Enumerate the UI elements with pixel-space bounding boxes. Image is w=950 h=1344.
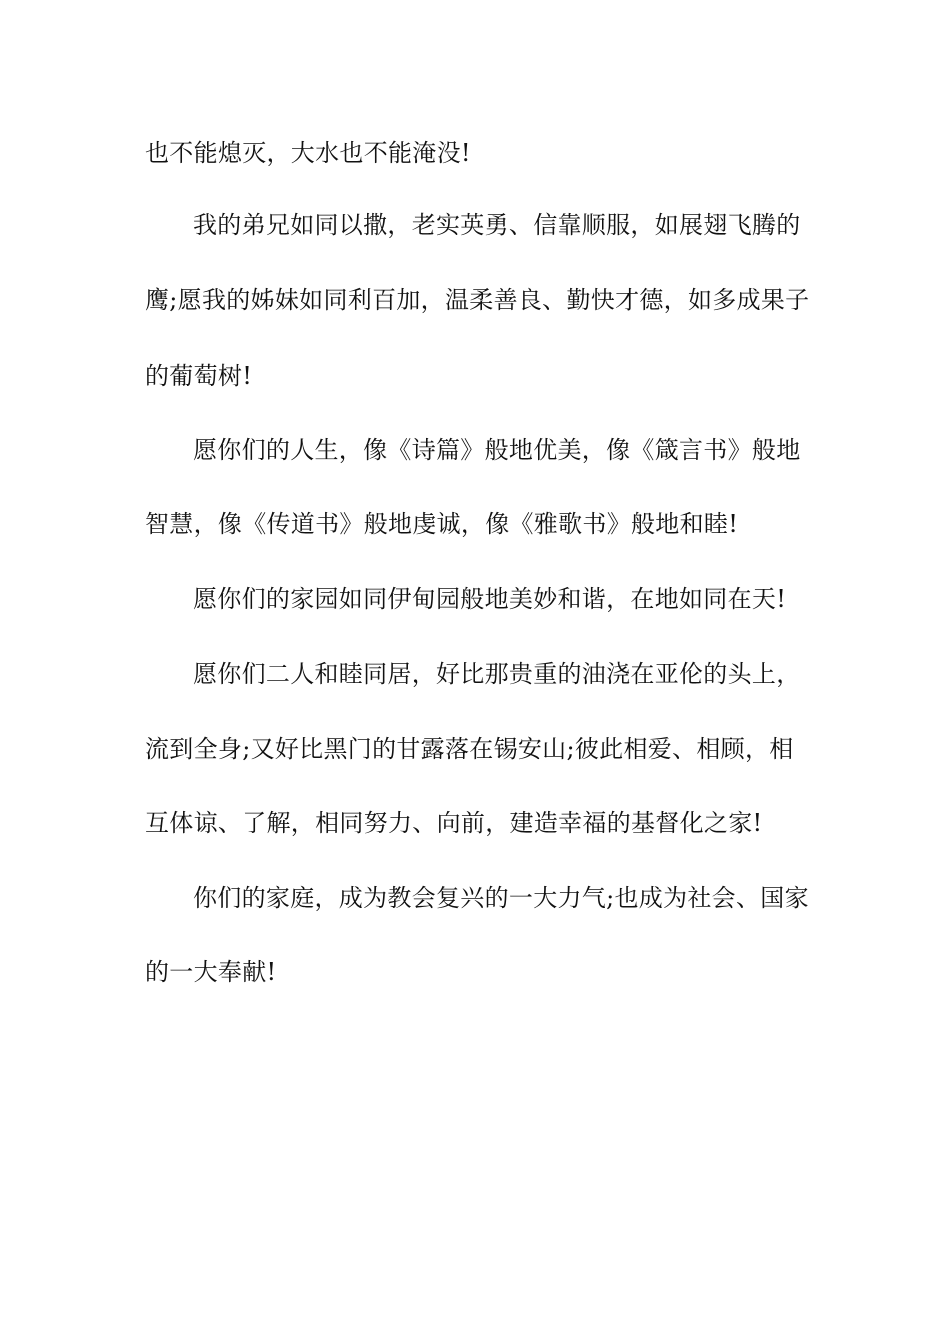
text-line-7: 愿你们的家园如同伊甸园般地美妙和谐，在地如同在天! [193, 585, 787, 613]
text-line-4: 的葡萄树! [145, 362, 253, 390]
text-line-3: 鹰;愿我的姊妹如同利百加，温柔善良、勤快才德，如多成果子 [145, 286, 810, 314]
text-line-5: 愿你们的人生，像《诗篇》般地优美，像《箴言书》般地 [193, 436, 801, 464]
text-line-2: 我的弟兄如同以撒，老实英勇、信靠顺服，如展翅飞腾的 [193, 211, 801, 239]
text-line-11: 你们的家庭，成为教会复兴的一大力气;也成为社会、国家 [193, 884, 809, 912]
text-line-1: 也不能熄灭，大水也不能淹没! [145, 139, 471, 167]
text-line-8: 愿你们二人和睦同居，好比那贵重的油浇在亚伦的头上， [193, 660, 801, 688]
text-line-6: 智慧，像《传道书》般地虔诚，像《雅歌书》般地和睦! [145, 510, 739, 538]
text-line-9: 流到全身;又好比黑门的甘露落在锡安山;彼此相爱、相顾，相 [145, 735, 794, 763]
text-line-12: 的一大奉献! [145, 958, 277, 986]
text-line-10: 互体谅、了解，相同努力、向前，建造幸福的基督化之家! [145, 809, 763, 837]
